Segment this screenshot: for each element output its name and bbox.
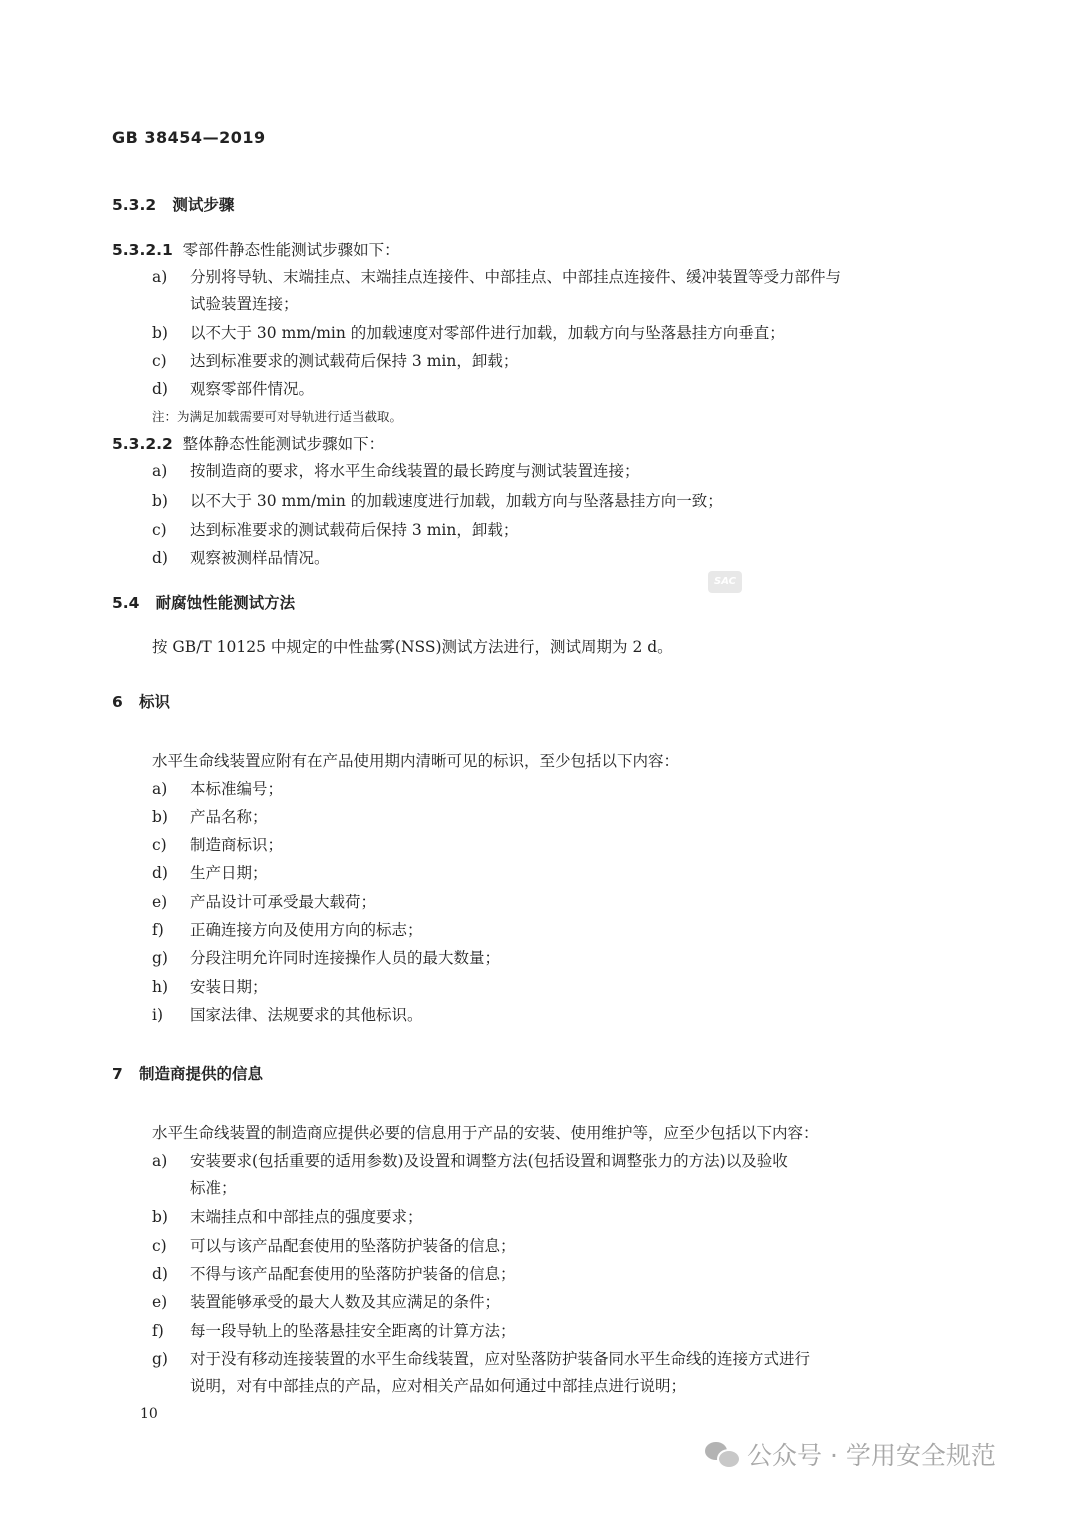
list-item-text: 可以与该产品配套使用的坠落防护装备的信息； bbox=[190, 1237, 516, 1255]
list-item-label: e) bbox=[152, 1293, 168, 1311]
list-item-text: 末端挂点和中部挂点的强度要求； bbox=[190, 1208, 423, 1226]
list-item-text: 正确连接方向及使用方向的标志； bbox=[190, 921, 423, 939]
list-item-label: a) bbox=[152, 1152, 168, 1170]
standard-number: GB 38454—2019 bbox=[112, 128, 266, 147]
list-item-text: 观察被测样品情况。 bbox=[190, 549, 330, 567]
section-title: 制造商提供的信息 bbox=[139, 1065, 264, 1083]
list-item-text: 以不大于 30 mm/min 的加载速度进行加载，加载方向与坠落悬挂方向一致； bbox=[190, 492, 723, 510]
list-item-label: f) bbox=[152, 1322, 164, 1340]
list-item-label: e) bbox=[152, 893, 168, 911]
section-7-intro: 水平生命线装置的制造商应提供必要的信息用于产品的安装、使用维护等，应至少包括以下内容： bbox=[152, 1124, 819, 1142]
section-5-3-2-heading bbox=[112, 194, 234, 216]
list-item-text: 按制造商的要求，将水平生命线装置的最长跨度与测试装置连接； bbox=[190, 462, 640, 480]
list-item-text: 观察零部件情况。 bbox=[190, 380, 315, 398]
section-6-heading bbox=[112, 691, 170, 713]
page-number: 10 bbox=[140, 1406, 158, 1422]
list-item-label: d) bbox=[152, 549, 168, 567]
list-item-text: 不得与该产品配套使用的坠落防护装备的信息； bbox=[190, 1265, 516, 1283]
section-5-4-text: 按 GB/T 10125 中规定的中性盐雾(NSS)测试方法进行，测试周期为 2 d。 bbox=[152, 638, 673, 656]
list-item-text: 制造商标识； bbox=[190, 836, 284, 854]
section-number: 5.4 bbox=[112, 594, 140, 612]
watermark-text: 公众号 · 学用安全规范 bbox=[747, 1441, 996, 1470]
section-title: 整体静态性能测试步骤如下： bbox=[182, 435, 385, 453]
section-5-4-heading bbox=[112, 592, 295, 614]
list-item-label: i) bbox=[152, 1006, 164, 1024]
list-item-text: 生产日期； bbox=[190, 864, 268, 882]
list-item-label: a) bbox=[152, 268, 168, 286]
list-item-text: 对于没有移动连接装置的水平生命线装置，应对坠落防护装备同水平生命线的连接方式进行 bbox=[190, 1350, 811, 1368]
section-title: 零部件静态性能测试步骤如下： bbox=[182, 241, 400, 259]
list-item-text: 产品设计可承受最大载荷； bbox=[190, 893, 377, 911]
section-title: 耐腐蚀性能测试方法 bbox=[155, 594, 296, 612]
section-title: 标识 bbox=[139, 693, 171, 711]
list-item-label: b) bbox=[152, 324, 168, 342]
list-item-label: h) bbox=[152, 978, 169, 996]
list-item-label: b) bbox=[152, 492, 168, 510]
list-item-text: 本标准编号； bbox=[190, 780, 284, 798]
list-item-label: d) bbox=[152, 1265, 168, 1283]
list-item-text: 达到标准要求的测试载荷后保持 3 min，卸载； bbox=[190, 352, 519, 370]
list-item-label: a) bbox=[152, 780, 168, 798]
section-5-3-2-2-heading bbox=[112, 433, 384, 455]
list-item-label: g) bbox=[152, 949, 168, 967]
list-item-text: 说明，对有中部挂点的产品，应对相关产品如何通过中部挂点进行说明； bbox=[190, 1377, 687, 1395]
list-item-text: 安装日期； bbox=[190, 978, 268, 996]
section-number: 5.3.2.2 bbox=[112, 435, 173, 453]
sac-logo: SAC bbox=[708, 571, 742, 593]
list-item-text: 达到标准要求的测试载荷后保持 3 min，卸载； bbox=[190, 521, 519, 539]
section-number: 6 bbox=[112, 693, 123, 711]
list-item-label: c) bbox=[152, 521, 167, 539]
list-item-label: c) bbox=[152, 352, 167, 370]
list-item-text: 安装要求(包括重要的适用参数)及设置和调整方法(包括设置和调整张力的方法)以及验收 bbox=[190, 1152, 788, 1170]
section-title: 测试步骤 bbox=[172, 196, 235, 214]
list-item-text: 产品名称； bbox=[190, 808, 268, 826]
section-6-intro: 水平生命线装置应附有在产品使用期内清晰可见的标识，至少包括以下内容： bbox=[152, 752, 680, 770]
list-item-text: 装置能够承受的最大人数及其应满足的条件； bbox=[190, 1293, 501, 1311]
list-item-text: 以不大于 30 mm/min 的加载速度对零部件进行加载，加载方向与坠落悬挂方向垂直； bbox=[190, 324, 785, 342]
list-item-label: d) bbox=[152, 864, 168, 882]
watermark bbox=[705, 1436, 996, 1472]
list-item-label: b) bbox=[152, 808, 168, 826]
list-item-text: 试验装置连接； bbox=[190, 295, 299, 313]
list-item-label: f) bbox=[152, 921, 164, 939]
note: 注：为满足加载需要可对导轨进行适当截取。 bbox=[152, 409, 403, 424]
section-number: 5.3.2.1 bbox=[112, 241, 173, 259]
list-item-label: d) bbox=[152, 380, 168, 398]
list-item-text: 每一段导轨上的坠落悬挂安全距离的计算方法； bbox=[190, 1322, 516, 1340]
list-item-label: c) bbox=[152, 1237, 167, 1255]
list-item-label: b) bbox=[152, 1208, 168, 1226]
list-item-label: a) bbox=[152, 462, 168, 480]
section-number: 7 bbox=[112, 1065, 123, 1083]
list-item-text: 标准； bbox=[190, 1179, 237, 1197]
section-number: 5.3.2 bbox=[112, 196, 157, 214]
list-item-label: c) bbox=[152, 836, 167, 854]
wechat-icon bbox=[705, 1439, 739, 1469]
list-item-label: g) bbox=[152, 1350, 168, 1368]
list-item-text: 国家法律、法规要求的其他标识。 bbox=[190, 1006, 423, 1024]
section-7-heading bbox=[112, 1063, 263, 1085]
list-item-text: 分别将导轨、末端挂点、末端挂点连接件、中部挂点、中部挂点连接件、缓冲装置等受力部件与 bbox=[190, 268, 842, 286]
section-5-3-2-1-heading bbox=[112, 239, 400, 261]
list-item-text: 分段注明允许同时连接操作人员的最大数量； bbox=[190, 949, 501, 967]
